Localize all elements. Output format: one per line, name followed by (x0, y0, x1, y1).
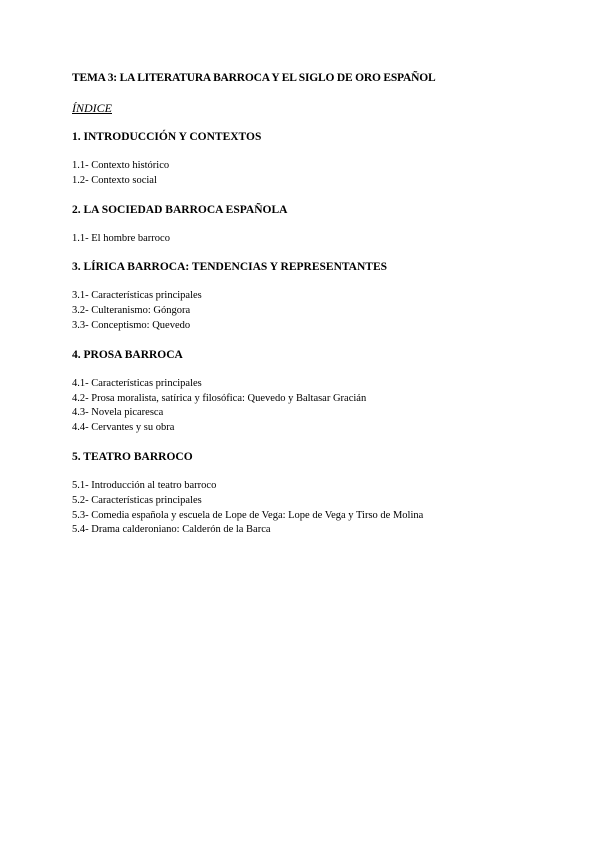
subsection-item: 1.2- Contexto social (72, 174, 157, 186)
subsection-item: 1.1- Contexto histórico (72, 160, 170, 171)
subsection-list (72, 232, 542, 247)
subsection-item: 4.4- Cervantes y su obra (72, 422, 175, 434)
subsection-list (72, 289, 542, 333)
subsection-item: 4.2- Prosa moralista, satírica y filosófica: Quevedo y Baltasar Gracián (72, 392, 367, 404)
section-heading: 2. LA SOCIEDAD BARROCA ESPAÑOLA (72, 203, 288, 216)
subsection-item: 4.1- Características principales (72, 377, 202, 389)
subsection-list (72, 479, 542, 538)
subsection-item: 3.2- Culteranismo: Góngora (72, 305, 191, 317)
section-heading: 4. PROSA BARROCA (72, 348, 183, 361)
subsection-item: 5.4- Drama calderoniano: Calderón de la Barca (72, 524, 271, 536)
section-prosa (72, 348, 542, 436)
subsection-item: 3.3- Conceptismo: Quevedo (72, 319, 191, 331)
subsection-item: 4.3- Novela picaresca (72, 407, 164, 419)
section-heading: 5. TEATRO BARROCO (72, 450, 193, 463)
subsection-item: 5.3- Comedia española y escuela de Lope de Vega: Lope de Vega y Tirso de Molina (72, 509, 424, 521)
index-label: ÍNDICE (72, 101, 112, 115)
section-introduccion (72, 130, 542, 189)
section-lirica (72, 260, 542, 333)
document-title: TEMA 3: LA LITERATURA BARROCA Y EL SIGLO DE ORO ESPAÑOL (72, 72, 436, 84)
subsection-item: 5.2- Características principales (72, 494, 202, 506)
subsection-item: 1.1- El hombre barroco (72, 232, 170, 244)
section-teatro (72, 450, 542, 538)
subsection-list (72, 377, 542, 436)
section-sociedad (72, 203, 542, 247)
subsection-list (72, 159, 542, 189)
subsection-item: 5.1- Introducción al teatro barroco (72, 479, 217, 491)
subsection-item: 3.1- Características principales (72, 290, 202, 302)
document-page (72, 70, 542, 538)
section-heading: 3. LÍRICA BARROCA: TENDENCIAS Y REPRESENTANTES (72, 261, 388, 274)
section-heading: 1. INTRODUCCIÓN Y CONTEXTOS (72, 131, 262, 143)
